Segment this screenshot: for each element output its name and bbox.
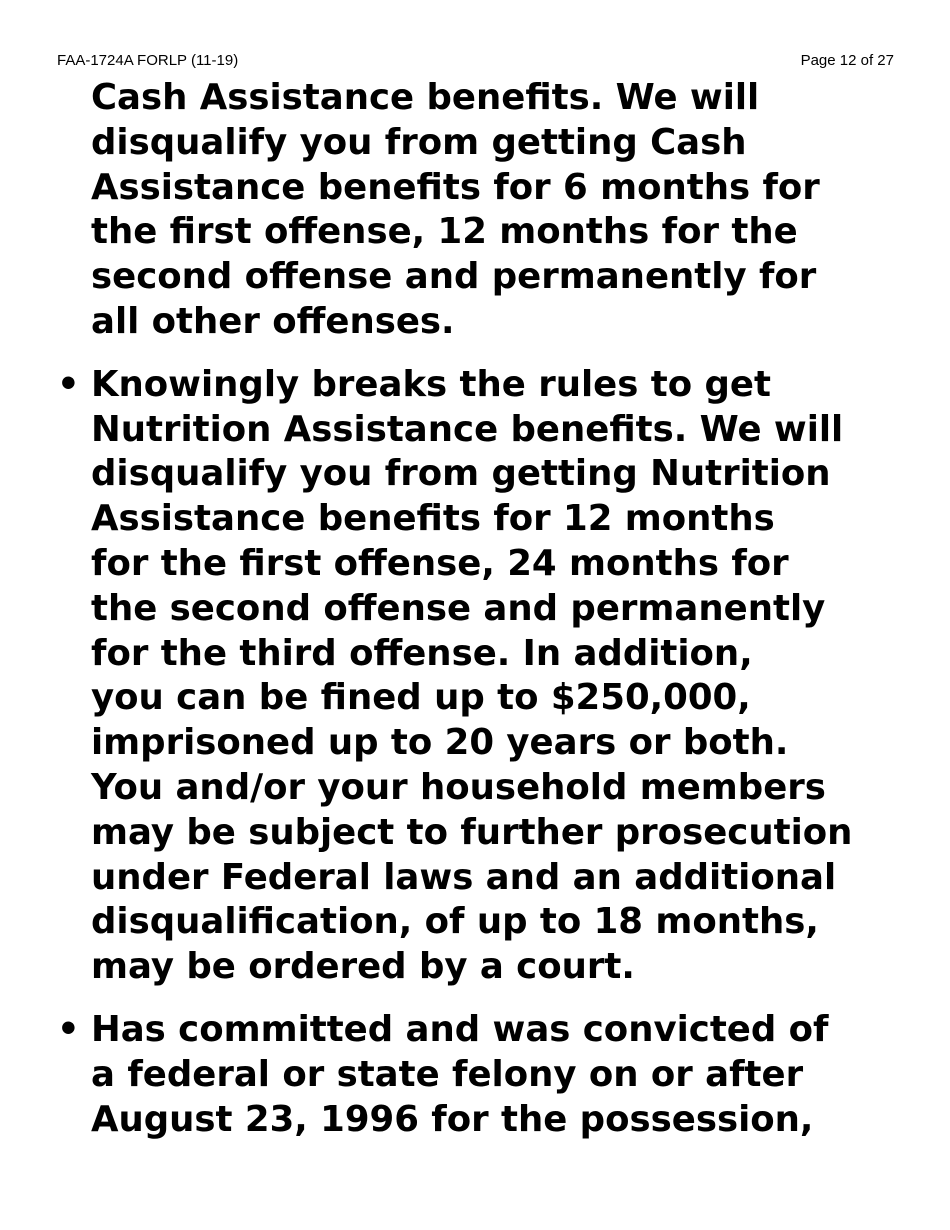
form-id: FAA-1724A FORLP (11-19) (57, 52, 239, 69)
text-line: Assistance benefits for 12 months (91, 498, 775, 540)
bullet-item-nutrition-rules (57, 363, 917, 990)
text-line: Has committed and was convicted of (91, 1008, 829, 1050)
bullet-marker: • (57, 363, 80, 405)
text-line: Nutrition Assistance benefits. We will (91, 408, 844, 450)
text-line: a federal or state felony on or after (91, 1053, 804, 1095)
text-line: disqualify you from getting Cash (91, 121, 747, 163)
text-line: Cash Assistance benefits. We will (91, 77, 760, 118)
text-line: under Federal laws and an additional (91, 856, 837, 898)
bullet-marker: • (57, 1008, 80, 1050)
text-line: imprisoned up to 20 years or both. (91, 722, 789, 764)
continued-paragraph (57, 76, 917, 345)
text-line: may be ordered by a court. (91, 946, 635, 988)
page-header (57, 52, 894, 70)
text-line: disqualify you from getting Nutrition (91, 453, 831, 495)
text-line: Knowingly breaks the rules to get (91, 363, 771, 405)
bullet-item-felony-conviction (57, 1008, 917, 1142)
text-line: second offense and permanently for (91, 256, 817, 298)
text-line: August 23, 1996 for the possession, (91, 1098, 814, 1140)
text-line: for the first offense, 24 months for (91, 542, 789, 584)
text-line: you can be fined up to $250,000, (91, 677, 751, 719)
text-line: the second offense and permanently (91, 587, 826, 629)
text-line: may be subject to further prosecution (91, 811, 853, 853)
text-line: the first offense, 12 months for the (91, 211, 798, 253)
text-line: for the third offense. In addition, (91, 632, 753, 674)
text-line: Assistance benefits for 6 months for (91, 166, 820, 208)
page-number: Page 12 of 27 (800, 52, 894, 69)
text-line: all other offenses. (91, 300, 455, 342)
document-body (57, 76, 917, 1160)
text-line: You and/or your household members (91, 766, 826, 808)
text-line: disqualification, of up to 18 months, (91, 901, 819, 943)
